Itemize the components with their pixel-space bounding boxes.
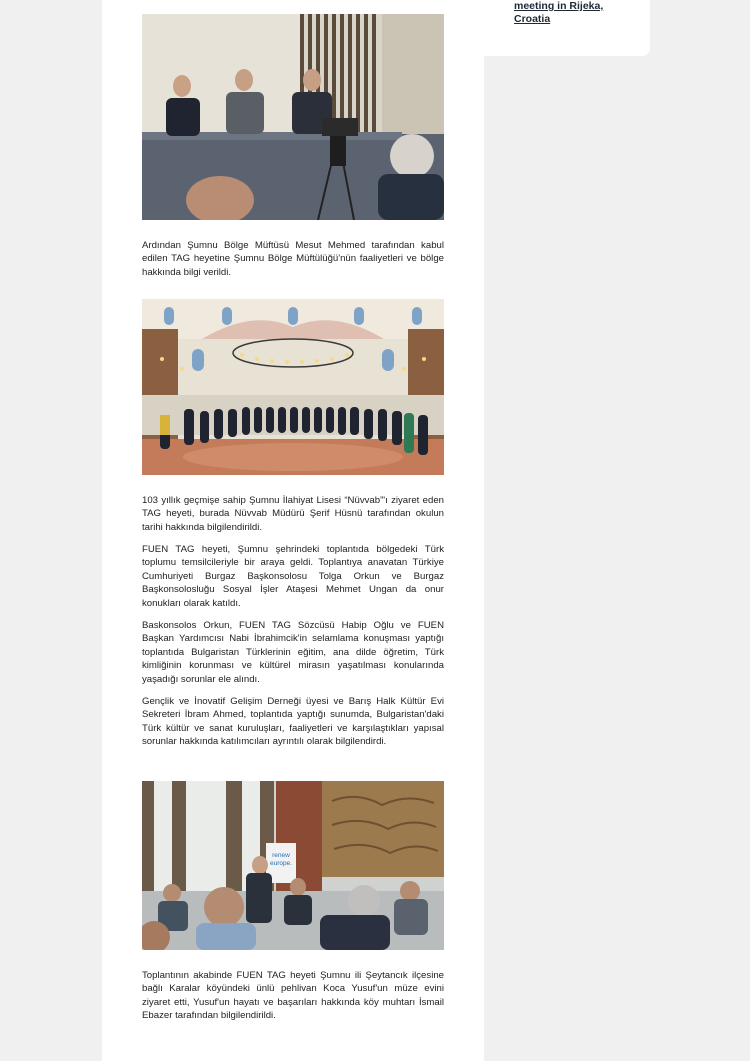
article-paragraph-1: Ardından Şumnu Bölge Müftüsü Mesut Mehmed tarafından kabul edilen TAG heyetine Şumnu Bölge Müftülüğü'nün faaliyetleri ve bölge hakkında bilgi verildi. (142, 240, 444, 278)
banner-text-2: europe. (269, 860, 293, 867)
article-paragraph-5: Gençlik ve İnovatif Gelişim Derneği üyesi ve Barış Halk Kültür Evi Sekreteri İbram Ahmed, toplantıda yaptığı sunumda, Bulgaristan'daki Türk kültür ve sanat kuruluşları, faaliyetleri ve karşılaştıkları yapısal sorunlar hakkında katılımcıları ayrıntılı olarak bilgilendirdi. (142, 696, 444, 748)
banner-text-1: renew (272, 852, 290, 859)
restaurant-meeting-photo (142, 781, 444, 950)
related-article-link[interactable] (514, 0, 634, 26)
related-article-link-line2: Croatia (514, 13, 551, 25)
article-paragraph-2: 103 yıllık geçmişe sahip Şumnu İlahiyat Lisesi “Nüvvab”'ı ziyaret eden TAG heyeti, burada Nüvvab Müdürü Şerif Hüsnü tarafından okulun tarihi hakkında bilgilendirildi. (142, 495, 444, 533)
related-article-link-line1: meeting in Rijeka, (514, 0, 604, 12)
meeting-table-photo (142, 14, 444, 220)
sidebar-related-card (484, 0, 650, 56)
article-paragraph-6: Toplantının akabinde FUEN TAG heyeti Şumnu ili Şeytancık ilçesine bağlı Karalar köyündeki ünlü pehlivan Koca Yusuf'un müze evini ziyaret etti, Yusuf'un hayatı ve başarıları hakkında köy muhtarı İsmail Ebazer tarafından bilgilendirildi. (142, 970, 444, 1022)
mosque-group-photo (142, 299, 444, 475)
article-paragraph-4: Baskonsolos Orkun, FUEN TAG Sözcüsü Habip Oğlu ve FUEN Başkan Yardımcısı Nabi İbrahimcik'in selamlama konuşması yaptığı toplantıda Bulgaristan Türklerinin eğitim, ana dilde öğretim, Türk kimliğinin korunması ve kültürel mirasın yaşatılması konularında yaşadığı sorunlar ele alındı. (142, 620, 444, 685)
article-paragraph-3: FUEN TAG heyeti, Şumnu şehrindeki toplantıda bölgedeki Türk toplumu temsilcileriyle bir araya geldi. Toplantıya anavatan Türkiye Cumhuriyeti Burgaz Başkonsolosu Tolga Orkun ve Burgaz Başkonsolosluğu Sosyal İşler Ataşesi Mehmet Ungan da onur konukları olarak katıldı. (142, 544, 444, 609)
